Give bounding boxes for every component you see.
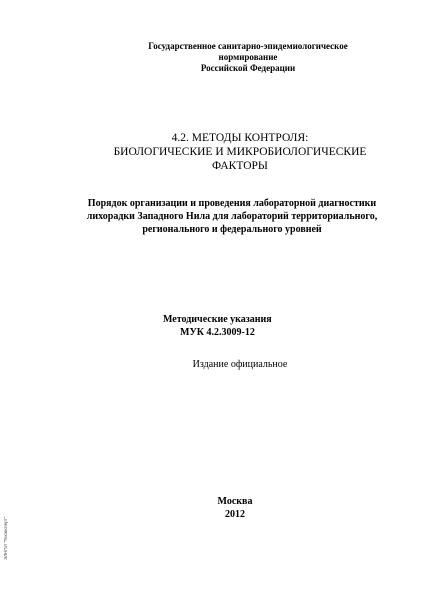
document-number: МУК 4.2.3009-12 (180, 327, 255, 338)
document-type: Методические указания (163, 314, 272, 325)
document-title (72, 197, 392, 236)
section-heading (90, 131, 390, 173)
header-line-2: Российской Федерации (200, 63, 296, 73)
title-line-3: регионального и федерального уровней (142, 224, 322, 235)
issuing-authority-header (120, 41, 376, 74)
imprint-year: 2012 (225, 509, 245, 520)
title-line-1: Порядок организации и проведения лабораторной диагностики (87, 198, 377, 209)
section-line-2: БИОЛОГИЧЕСКИЕ И МИКРОБИОЛОГИЧЕСКИЕ ФАКТОРЫ (113, 146, 367, 172)
title-line-2: лихорадки Западного Нила для лабораторий территориального, (86, 211, 378, 222)
side-stamp: ЭЛНПИ "Техэксперт" (3, 516, 8, 560)
section-line-1: 4.2. МЕТОДЫ КОНТРОЛЯ: (171, 132, 309, 144)
edition-note: Издание официальное (192, 359, 288, 370)
imprint-city: Москва (217, 496, 253, 507)
header-line-1: Государственное санитарно-эпидемиологическое нормирование (148, 41, 348, 62)
imprint (180, 495, 290, 521)
document-type-block (150, 313, 300, 339)
